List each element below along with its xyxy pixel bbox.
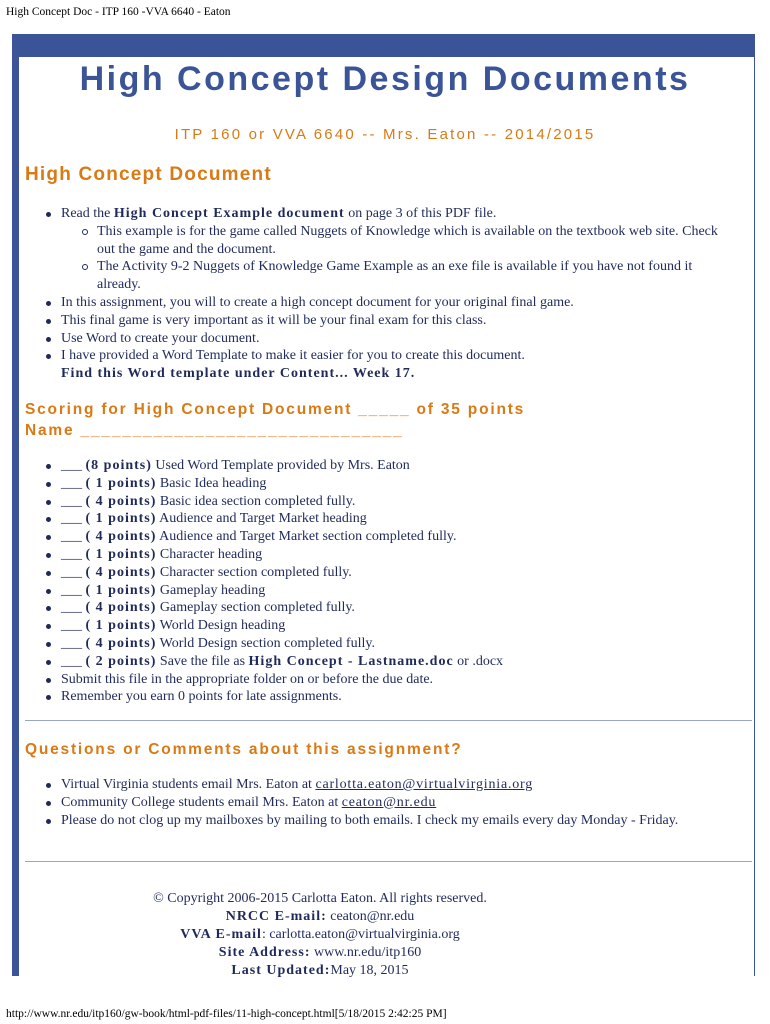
scoring-row	[43, 653, 733, 671]
criterion-text: or .docx	[453, 653, 504, 669]
score-blank: ___	[61, 546, 86, 562]
list-item: Read the High Concept Example document on page 3 of this PDF file. This example is for the game called Nuggets of Knowledge which is available on the textbook web site. Check out the game and the document. The Activity 9-2 Nuggets of Knowledge Game Example as an exe file is available if you have not found it already.	[43, 205, 733, 294]
course-subtitle: ITP 160 or VVA 6640 -- Mrs. Eaton -- 2014/2015	[174, 126, 596, 143]
divider	[25, 861, 752, 862]
scoring-heading: Scoring for High Concept Document _____ of 35 points Name _______________________________	[25, 401, 526, 439]
section-heading-high-concept: High Concept Document	[25, 164, 272, 185]
criterion-text: Gameplay heading	[156, 582, 266, 598]
score-blank: ___	[61, 635, 86, 651]
sub-list	[61, 223, 733, 294]
questions-heading: Questions or Comments about this assignment?	[25, 741, 463, 758]
criterion-text: Character heading	[156, 546, 263, 562]
divider	[25, 720, 752, 721]
points-value: ( 4 points)	[85, 493, 157, 509]
list-item: Virtual Virginia students email Mrs. Eaton at carlotta.eaton@virtualvirginia.org	[43, 776, 733, 794]
print-header: High Concept Doc - ITP 160 -VVA 6640 - Eaton	[6, 6, 231, 18]
file-name: High Concept - Lastname.doc	[248, 653, 454, 669]
template-location: Find this Word template under Content... Week 17.	[61, 366, 416, 382]
points-value: ( 4 points)	[85, 635, 157, 651]
criterion-text: Audience and Target Market heading	[156, 511, 367, 527]
score-blank: ___	[61, 582, 86, 598]
score-blank: ___	[61, 618, 86, 634]
points-value: ( 4 points)	[85, 564, 157, 580]
sub-list-item: The Activity 9-2 Nuggets of Knowledge Game Example as an exe file is available if you have not found it already.	[79, 258, 733, 294]
copyright-block: © Copyright 2006-2015 Carlotta Eaton. All rights reserved. NRCC E-mail: ceaton@nr.edu VVA E-mail: carlotta.eaton@virtualvirginia.org Site Address: www.nr.edu/itp160 Last Updated:May 18, 2015	[0, 890, 640, 980]
instructions-list	[43, 205, 733, 383]
scoring-row	[43, 546, 733, 564]
nrcc-email: ceaton@nr.edu	[326, 909, 415, 924]
nrcc-email-link[interactable]: ceaton@nr.edu	[341, 794, 437, 810]
scoring-row	[43, 493, 733, 511]
score-blank: ___	[61, 493, 86, 509]
list-item: Remember you earn 0 points for late assignments.	[43, 688, 733, 706]
points-value: ( 1 points)	[85, 618, 157, 634]
list-item: In this assignment, you will to create a high concept document for your original final game.	[43, 294, 733, 312]
points-value: ( 1 points)	[85, 546, 157, 562]
vva-email: : carlotta.eaton@virtualvirginia.org	[261, 927, 460, 942]
list-item: Submit this file in the appropriate folder on or before the due date.	[43, 671, 733, 689]
scoring-row	[43, 599, 733, 617]
points-value: ( 4 points)	[85, 529, 157, 545]
list-item: Community College students email Mrs. Eaton at ceaton@nr.edu	[43, 794, 733, 812]
example-document-ref: High Concept Example document	[113, 206, 345, 221]
list-item: I have provided a Word Template to make it easier for you to create this document. Find this Word template under Content... Week 17.	[43, 347, 733, 383]
criterion-text: Basic Idea heading	[156, 475, 267, 491]
sub-list-item: This example is for the game called Nuggets of Knowledge which is available on the textbook web site. Check out the game and the document.	[79, 223, 733, 259]
page-title: High Concept Design Documents	[79, 60, 691, 98]
score-blank: ___	[61, 653, 86, 669]
score-blank: ___	[61, 529, 86, 545]
site-address: www.nr.edu/itp160	[310, 945, 422, 960]
list-item: Please do not clog up my mailboxes by mailing to both emails. I check my emails every day Monday - Friday.	[43, 812, 733, 830]
criterion-text: Audience and Target Market section completed fully.	[156, 529, 457, 545]
score-blank: ___	[61, 475, 86, 491]
scoring-row	[43, 635, 733, 653]
points-value: ( 1 points)	[85, 582, 157, 598]
print-footer-url: http://www.nr.edu/itp160/gw-book/html-pdf-files/11-high-concept.html[5/18/2015 2:42:25 PM]	[6, 1008, 447, 1020]
score-blank: ___	[61, 458, 86, 473]
criterion-text: Character section completed fully.	[156, 564, 352, 580]
copyright-text: © Copyright 2006-2015 Carlotta Eaton. All rights reserved.	[153, 891, 487, 906]
scoring-row	[43, 457, 733, 475]
score-blank: ___	[61, 511, 86, 527]
criterion-text: Save the file as	[156, 653, 249, 669]
points-value: ( 2 points)	[85, 653, 157, 669]
vva-email-link[interactable]: carlotta.eaton@virtualvirginia.org	[315, 777, 534, 792]
scoring-row	[43, 617, 733, 635]
list-item: This final game is very important as it will be your final exam for this class.	[43, 312, 733, 330]
criterion-text: Used Word Template provided by Mrs. Eaton	[151, 458, 410, 473]
score-blank: ___	[61, 564, 86, 580]
scoring-row	[43, 582, 733, 600]
points-value: ( 1 points)	[85, 511, 157, 527]
points-value: ( 1 points)	[85, 475, 157, 491]
scoring-row	[43, 528, 733, 546]
criterion-text: World Design section completed fully.	[156, 635, 375, 651]
criterion-text: Basic idea section completed fully.	[156, 493, 356, 509]
points-value: (8 points)	[85, 458, 152, 473]
points-value: ( 4 points)	[85, 600, 157, 616]
scoring-list	[43, 457, 733, 706]
scoring-row	[43, 510, 733, 528]
last-updated: May 18, 2015	[330, 963, 409, 978]
criterion-text: Gameplay section completed fully.	[156, 600, 355, 616]
criterion-text: World Design heading	[156, 618, 286, 634]
contact-list	[43, 776, 733, 829]
scoring-row	[43, 475, 733, 493]
list-item: Use Word to create your document.	[43, 330, 733, 348]
score-blank: ___	[61, 600, 86, 616]
scoring-row	[43, 564, 733, 582]
